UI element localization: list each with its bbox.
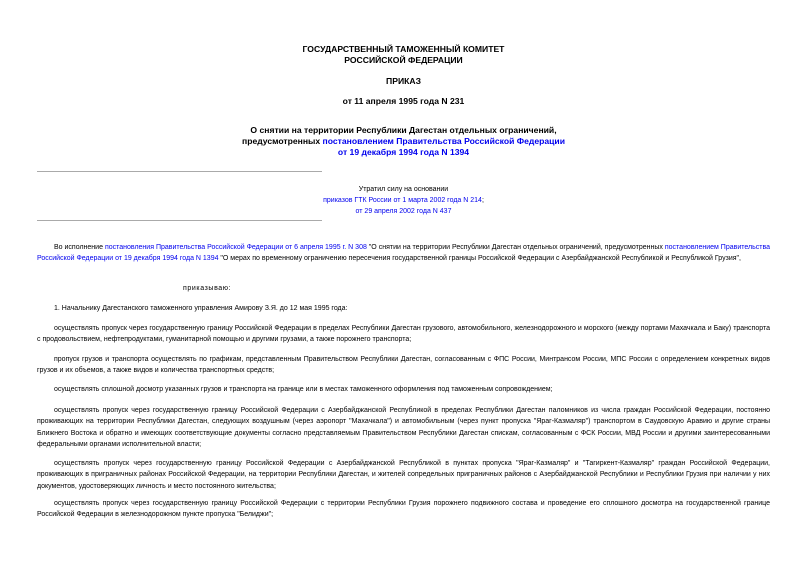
document-type: ПРИКАЗ — [386, 76, 421, 86]
intro-suffix: , — [739, 255, 741, 263]
resolution-date-link[interactable]: от 19 декабря 1994 года N 1394 — [337, 147, 470, 157]
paragraph-1: 1. Начальнику Дагестанского таможенного управления Амирову З.Я. до 12 мая 1995 года: — [54, 305, 348, 312]
order-word-colon: : — [228, 285, 232, 292]
repeal-order-link-2[interactable]: от 29 апреля 2002 года N 437 — [355, 208, 452, 215]
intro-mid2: "О мерах по временному ограничению пересечения государственной границы Российской Федерации с Азербайджанской Республикой и Республикой Грузия" — [218, 255, 740, 263]
subject-prefix: предусмотренных — [242, 136, 323, 146]
paragraph-4: осуществлять сплошной досмотр указанных грузов и транспорта на границе или в местах таможенного оформления под таможенным сопровождением; — [54, 386, 553, 393]
resolution-308-link[interactable]: постановления Правительства Российской Федерации от 6 апреля 1995 г. N 308 — [104, 244, 367, 251]
status-note-line2 — [0, 195, 807, 206]
paragraph-2: осуществлять пропуск через государственную границу Российской Федерации в пределах Республики Дагестан грузового, автомобильного, железнодорожного и морского (между портами Махачкала и Баку) транспорта с продовольствием, нефтепродуктами, гуманитарной помощью и другими грузами, а также порожнего транспорта; — [37, 325, 770, 344]
divider-bottom — [37, 220, 322, 221]
status-note-line1: Утратил силу на основании — [358, 186, 449, 193]
resolution-link[interactable]: постановлением Правительства Российской Федерации — [322, 136, 565, 146]
intro-prefix: Во исполнение — [54, 244, 105, 251]
order-word — [183, 283, 231, 294]
paragraph-3: пропуск грузов и транспорта осуществлять по графикам, представленным Правительством Республики Дагестан, согласованным с ФПС России, Минтрансом России, МПС России с определением конкретных видов грузов и их объемов, а также видов и количества транспортных средств; — [37, 356, 770, 375]
paragraph-5: осуществлять пропуск через государственную границу Российской Федерации с Азербайджанской Республикой в пределах Республики Дагестан паломников из числа граждан Российской Федерации, постоянно проживающих на территории Республики Дагестан, следующих воздушным (через аэропорт "Махачкала") и автомобильным (через пункт пропуска "Яраг-Казмаляр") транспортом в Саудовскую Аравию и другие страны Ближнего Востока и обратно и имеющих соответствующие документы согласно представляемым Правительством Республики Дагестан спискам, согласованным с ФСК России, МВД России и другими заинтересованными федеральными органами исполнительной власти; — [37, 407, 770, 448]
committee-name-line1: ГОСУДАРСТВЕННЫЙ ТАМОЖЕННЫЙ КОМИТЕТ — [302, 44, 505, 54]
status-note-sep: ; — [481, 197, 484, 204]
order-word-text: приказываю — [183, 285, 229, 292]
intro-paragraph — [37, 242, 770, 265]
paragraph-6: осуществлять пропуск через государственную границу Российской Федерации с Азербайджанской Республикой в пунктах пропуска "Яраг-Казмаляр" и "Тагиркент-Казмаляр" граждан Российской Федерации, проживающих в приграничных районах Российской Федерации, на территории Республики Дагестан, и жителей сопредельных приграничных районов с Азербайджанской Республики и Республики Грузия при наличии у них документов, удостоверяющих личность и место постоянного жительства; — [37, 460, 770, 490]
status-note-line3 — [0, 206, 807, 217]
repeal-order-link-1[interactable]: приказов ГТК России от 1 марта 2002 года N 214 — [323, 197, 482, 204]
committee-name-line2: РОССИЙСКОЙ ФЕДЕРАЦИИ — [344, 55, 463, 65]
divider-top — [37, 171, 322, 172]
document-subject-line3 — [0, 147, 807, 158]
document-subject-line2 — [0, 136, 807, 147]
document-subject-line1: О снятии на территории Республики Дагестан отдельных ограничений, — [250, 125, 557, 135]
resolution-1394-link[interactable]: постановлением Правительства Российской Федерации от 19 декабря 1994 года N 1394 — [37, 244, 771, 263]
paragraph-7: осуществлять пропуск через государственную границу Российской Федерации с территории Республики Грузия порожнего подвижного состава и проведение его сплошного досмотра на государственной границе Российской Федерации в железнодорожном пункте пропуска "Белиджи"; — [37, 500, 770, 519]
intro-mid1: "О снятии на территории Республики Дагестан отдельных ограничений, предусмотренных — [366, 244, 665, 251]
document-date: от 11 апреля 1995 года N 231 — [342, 96, 465, 106]
